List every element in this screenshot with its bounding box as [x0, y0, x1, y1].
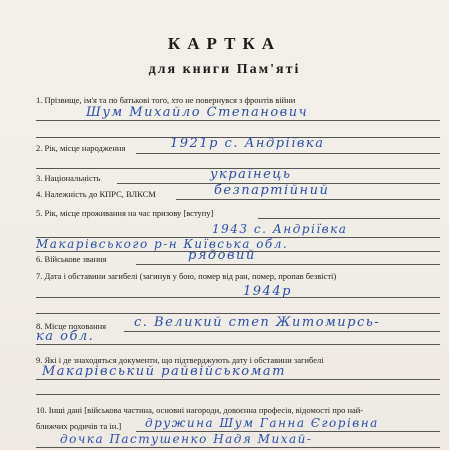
field-6-line: [136, 264, 440, 265]
field-8-line: [124, 331, 440, 332]
field-5-value-2: Макарівського р-н Київська обл.: [36, 237, 289, 251]
field-10-value-2: дочка Пастушенко Надя Михай-: [60, 432, 313, 446]
card-subtitle: для книги Пам'яті: [148, 62, 301, 77]
field-5-line: [258, 218, 440, 219]
field-4-line: [176, 199, 440, 200]
field-5-label: 5. Рік, місце проживання на час призову [вступу]: [36, 208, 214, 218]
field-2-label: 2. Рік, місце народження: [36, 143, 126, 153]
field-8-value-1: с. Великий степ Житомирсь-: [134, 315, 381, 330]
field-10-line-2: [36, 447, 440, 448]
field-10-label-1: 10. Інші дані [військова частина, основні нагороди, довоєнна професія, відомості про най-: [36, 405, 364, 415]
field-7-line-2: [36, 313, 440, 314]
field-2-line: [136, 153, 440, 154]
field-9-value: Макарівський райвійськомат: [42, 364, 286, 379]
field-10-label-2: ближчих родичів та ін.]: [36, 421, 122, 431]
field-2-value: 1921р с. Андріївка: [170, 136, 325, 151]
field-10-value-1: дружина Шум Ганна Єгорівна: [145, 416, 379, 430]
field-7-label: 7. Дата і обставини загибелі (загинув у бою, помер від ран, помер, пропав безвісті): [36, 271, 337, 281]
field-8-label: 8. Місце поховання: [36, 321, 107, 331]
field-8-line-2: [36, 344, 440, 345]
field-9-label: 9. Які і де знаходяться документи, що підтверджують дату і обставини загибелі: [36, 355, 324, 365]
field-5-value-1: 1943 с. Андріївка: [212, 222, 348, 236]
field-9-line: [36, 379, 440, 380]
field-6-value: рядовий: [188, 248, 256, 263]
field-3-label: 3. Національність: [36, 173, 101, 183]
field-4-value: безпартійний: [214, 183, 330, 198]
field-6-label: 6. Військове звання: [36, 254, 107, 264]
field-1-value: Шум Михайло Степанович: [86, 105, 309, 120]
field-1-label: 1. Прізвище, ім'я та по батькові того, хто не повернувся з фронтів війни: [36, 95, 296, 105]
field-1-line: [36, 120, 440, 121]
card-title: КАРТКА: [167, 34, 282, 53]
field-9-line-2: [36, 394, 440, 395]
field-8-value-2: ка обл.: [36, 329, 95, 344]
field-7-line: [36, 297, 440, 298]
field-4-label: 4. Належність до КПРС, ВЛКСМ: [36, 189, 156, 199]
field-7-value: 1944р: [243, 284, 292, 299]
field-3-value: українець: [210, 167, 292, 182]
